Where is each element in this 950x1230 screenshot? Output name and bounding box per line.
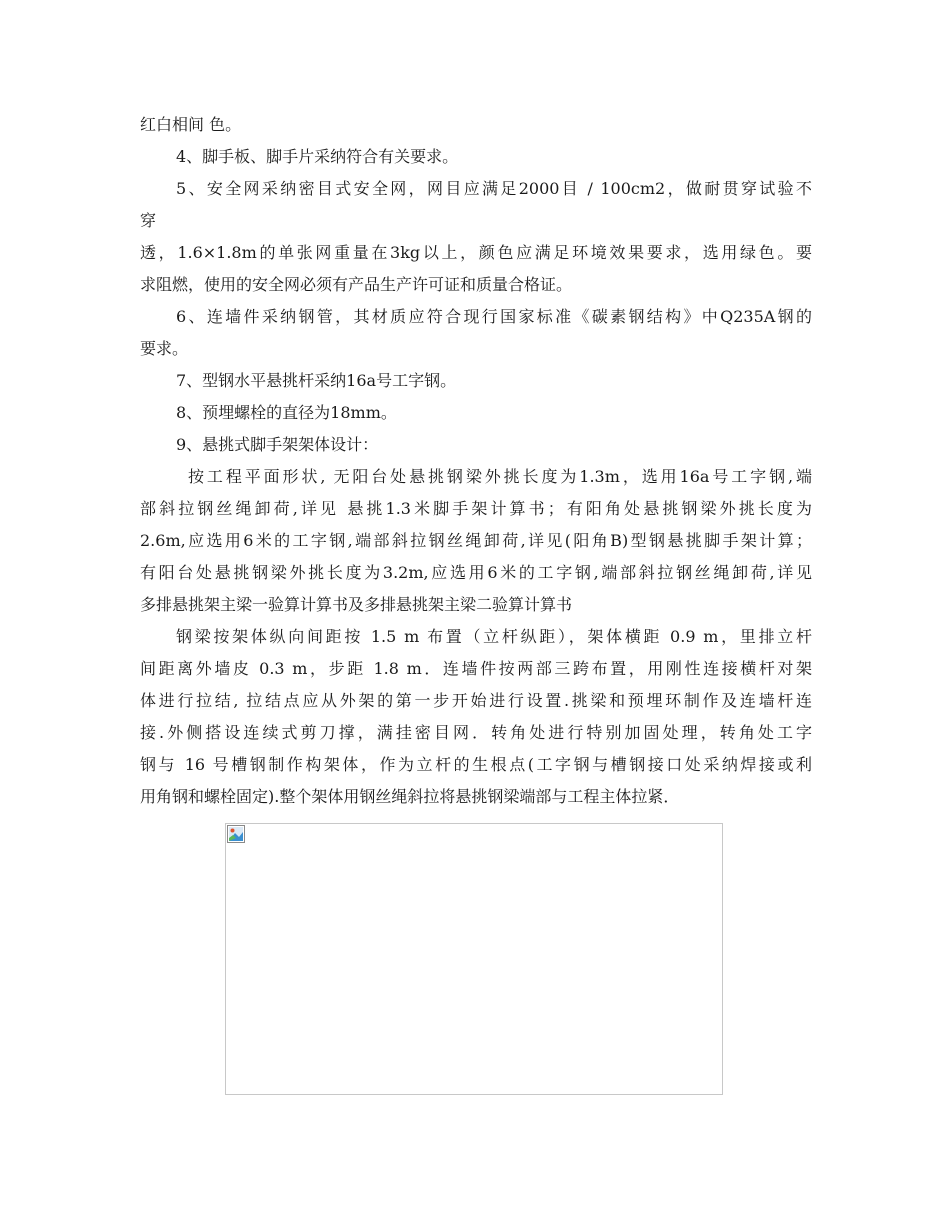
text-line: 用角钢和螺栓固定).整个架体用钢丝绳斜拉将悬挑钢梁端部与工程主体拉紧． — [140, 787, 680, 806]
text-line: 9、悬挑式脚手架架体设计： — [176, 435, 379, 454]
text-line: 部斜拉钢丝绳卸荷,详见 悬挑1.3米脚手架计算书；有阳角处悬挑钢梁外挑长度为 — [140, 499, 812, 518]
text-line: 按工程平面形状, 无阳台处悬挑钢梁外挑长度为1.3m，选用16a号工字钢,端 — [188, 467, 812, 486]
text-line: 求阻燃，使用的安全网必须有产品生产许可证和质量合格证。 — [140, 275, 573, 294]
text-line: 接.外侧搭设连续式剪刀撑，满挂密目网．转角处进行特别加固处理，转角处工字 — [140, 723, 812, 742]
text-line: 多排悬挑架主梁一验算计算书及多排悬挑架主梁二验算计算书 — [140, 595, 573, 614]
text-line: 红白相间 色。 — [140, 115, 242, 134]
broken-image-icon — [227, 825, 245, 843]
text-line: 2.6m,应选用6米的工字钢,端部斜拉钢丝绳卸荷,详见(阳角B)型钢悬挑脚手架计算； — [140, 531, 812, 550]
text-line: 间距离外墙皮 0.3 m，步距 1.8 m．连墙件按两部三跨布置，用刚性连接横杆对架 — [140, 659, 812, 678]
text-line: 钢梁按架体纵向间距按 1.5 m 布置（立杆纵距），架体横距 0.9 m，里排立杆 — [176, 627, 812, 646]
text-line: 7、型钢水平悬挑杆采纳16a号工字钢。 — [176, 371, 457, 390]
text-line: 有阳台处悬挑钢梁外挑长度为3.2m,应选用6米的工字钢,端部斜拉钢丝绳卸荷,详见 — [140, 563, 812, 582]
text-line: 钢与 16 号槽钢制作构架体，作为立杆的生根点(工字钢与槽钢接口处采纳焊接或利 — [140, 755, 812, 774]
text-line: 6、连墙件采纳钢管，其材质应符合现行国家标准《碳素钢结构》中Q235A钢的 — [176, 307, 812, 326]
image-placeholder — [225, 823, 723, 1095]
text-line: 8、预埋螺栓的直径为18mm。 — [176, 403, 397, 422]
text-line: 要求。 — [140, 339, 189, 358]
text-line: 5、安全网采纳密目式安全网，网目应满足2000目 / 100cm2，做耐贯穿试验不 — [176, 179, 812, 198]
text-line: 体进行拉结, 拉结点应从外架的第一步开始进行设置.挑梁和预埋环制作及连墙杆连 — [140, 691, 812, 710]
text-line: 4、脚手板、脚手片采纳符合有关要求。 — [176, 147, 459, 166]
text-line: 穿 — [140, 211, 157, 230]
text-line: 透，1.6×1.8m的单张网重量在3kg以上，颜色应满足环境效果要求，选用绿色。要 — [140, 243, 812, 262]
